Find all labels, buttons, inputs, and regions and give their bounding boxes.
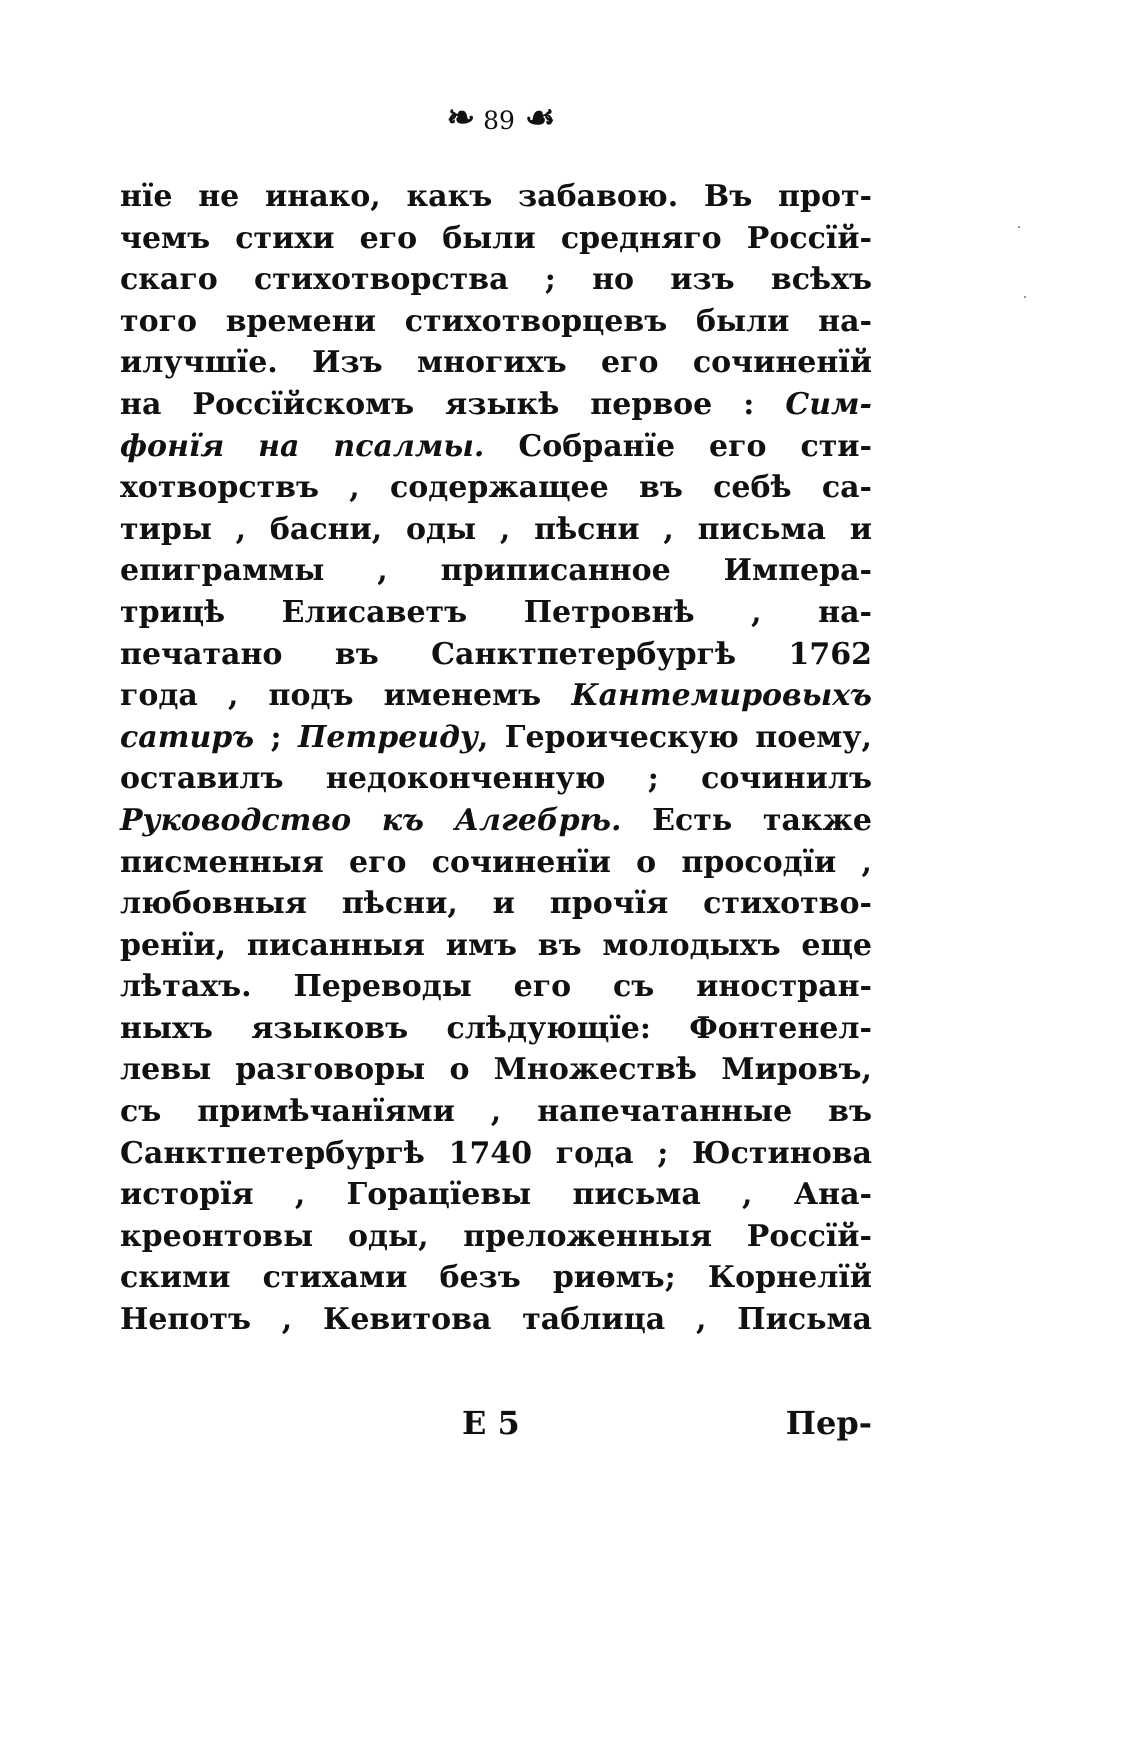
text-line [120, 426, 872, 468]
text-segment: съ примѣчанїями , напечатанные въ [120, 1094, 872, 1130]
text-line [120, 342, 872, 384]
text-line [120, 1216, 872, 1258]
text-segment: скими стихами безъ риѳмъ; Корнелїй [120, 1260, 872, 1296]
text-segment: Санктпетербургѣ 1740 года ; Юстинова [120, 1135, 872, 1171]
text-line [120, 717, 872, 759]
text-line [120, 842, 872, 884]
text-segment: оставилъ недоконченную ; сочинилъ [120, 761, 872, 797]
text-line [120, 758, 872, 800]
text-segment: Есть также [621, 802, 872, 838]
text-line [120, 259, 872, 301]
text-segment: илучшїе. Изъ многихъ его сочиненїй [120, 345, 872, 381]
text-segment: ; [254, 719, 299, 755]
right-fleuron-icon: ☙ [524, 98, 554, 138]
italic-title-segment: Петреиду [298, 719, 478, 755]
page-number: 89 [483, 105, 515, 135]
text-segment: года , подъ именемъ [120, 678, 572, 714]
text-line [120, 384, 872, 426]
text-segment: печатано въ Санктпетербургѣ 1762 [120, 636, 872, 672]
text-line [120, 883, 872, 925]
text-line [120, 550, 872, 592]
text-segment: любовныя пѣсни, и прочїя стихотво- [120, 886, 872, 922]
paper-specks [1016, 226, 1046, 346]
text-line [120, 966, 872, 1008]
text-segment: исторїя , Горацїевы письма , Ана- [120, 1177, 872, 1213]
page-header [395, 94, 605, 142]
text-segment: нїе не инако, какъ забавою. Въ прот- [120, 179, 872, 214]
text-segment: трицѣ Елисаветъ Петровнѣ , на- [120, 594, 872, 630]
paper-speck [1018, 226, 1020, 228]
paper-speck [1024, 296, 1026, 298]
text-segment: скаго стихотворства ; но изъ всѣхъ [120, 262, 872, 298]
text-line [120, 509, 872, 551]
text-segment: Собранїе его сти- [484, 428, 872, 464]
text-line [120, 176, 872, 218]
italic-title-segment: фонїя на псалмы. [120, 428, 485, 464]
text-line [120, 467, 872, 509]
text-segment: тиры , басни, оды , пѣсни , письма и [120, 511, 872, 547]
text-segment: ныхъ языковъ слѣдующїе: Фонтенел- [120, 1010, 872, 1046]
text-segment: того времени стихотворцевъ были на- [120, 303, 872, 339]
page-footer [120, 1398, 872, 1448]
text-segment: лѣтахъ. Переводы его съ иностран- [120, 969, 872, 1005]
text-line [120, 1133, 872, 1175]
text-line [120, 1257, 872, 1299]
text-line [120, 675, 872, 717]
text-line [120, 634, 872, 676]
left-fleuron-icon: ❧ [446, 98, 474, 138]
text-segment: ренїи, писанныя имъ въ молодыхъ еще [120, 927, 872, 963]
italic-title-segment: Сим- [785, 386, 872, 422]
text-line [120, 1008, 872, 1050]
text-line [120, 218, 872, 260]
italic-title-segment: Кантемировыхъ [571, 678, 872, 714]
text-segment: , Героическую поему, [477, 719, 872, 755]
text-line [120, 301, 872, 343]
body-text [120, 176, 872, 1341]
text-line [120, 1299, 872, 1341]
text-segment: на Россїйскомъ языкѣ первое : [120, 386, 786, 422]
signature-mark: Е 5 [462, 1404, 520, 1442]
italic-title-segment: сатиръ [120, 719, 255, 755]
text-line [120, 925, 872, 967]
text-line [120, 800, 872, 842]
italic-title-segment: Руководство къ Алгебрѣ. [120, 802, 622, 838]
text-line [120, 1091, 872, 1133]
text-segment: левы разговоры о Множествѣ Мировъ, [120, 1052, 872, 1088]
text-line [120, 1049, 872, 1091]
text-segment: креонтовы оды, преложенныя Россїй- [120, 1218, 872, 1254]
text-segment: писменныя его сочиненїи о просодїи , [120, 844, 872, 880]
text-segment: чемъ стихи его были средняго Россїй- [120, 220, 872, 256]
text-line [120, 592, 872, 634]
catchword: Пер- [785, 1404, 872, 1442]
text-segment: епиграммы , приписанное Импера- [120, 553, 872, 589]
text-segment: хотворствъ , содержащее въ себѣ са- [120, 470, 872, 506]
text-line [120, 1174, 872, 1216]
text-segment: Непотъ , Кевитова таблица , Письма [120, 1302, 872, 1338]
